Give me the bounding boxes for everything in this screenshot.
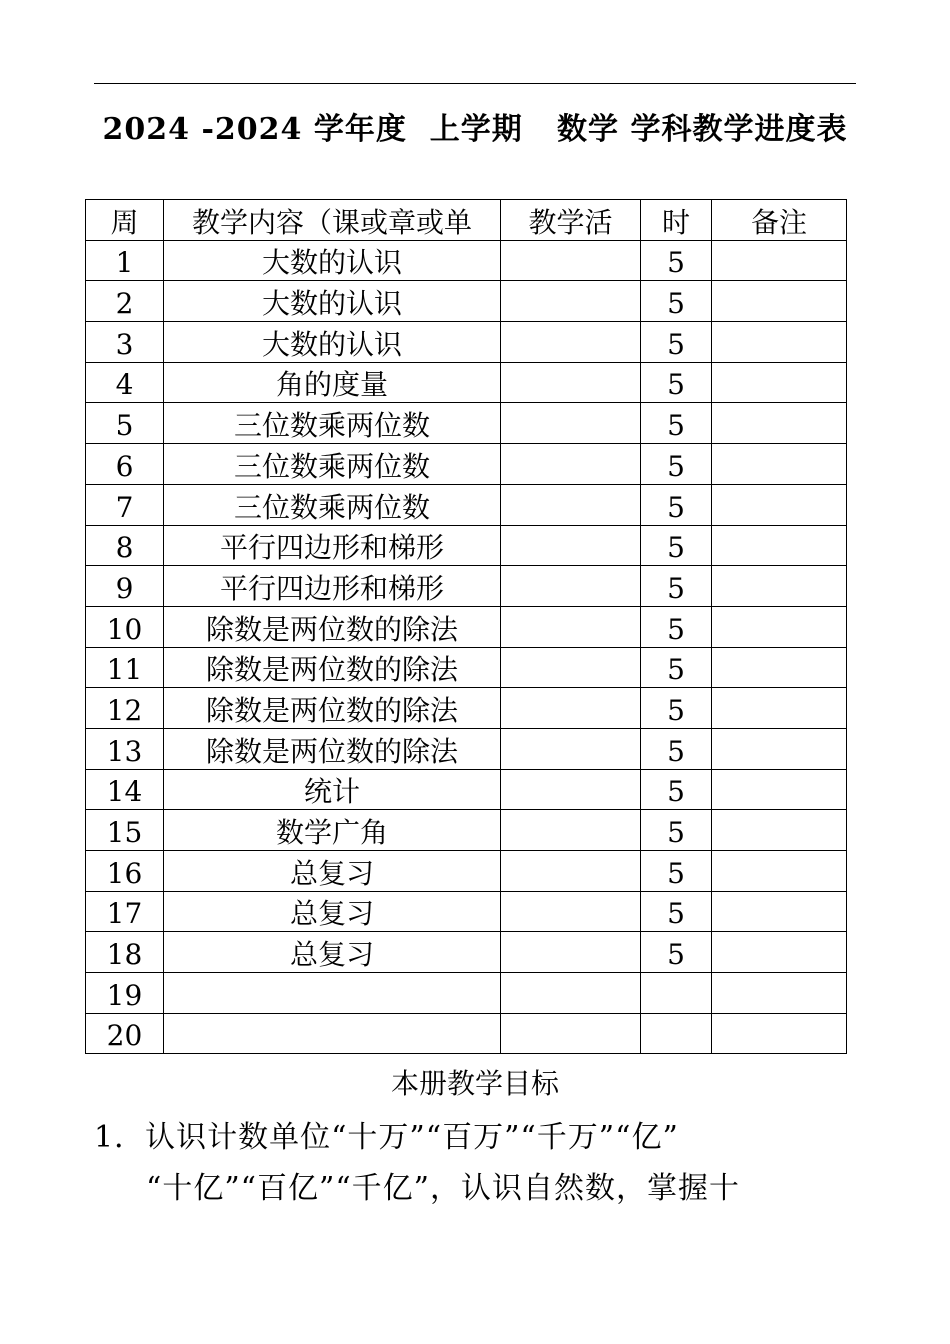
cell-activity (501, 647, 641, 688)
cell-activity (501, 606, 641, 647)
cell-hours: 5 (641, 444, 712, 485)
cell-week: 10 (86, 606, 164, 647)
table-row (86, 891, 847, 932)
cell-notes (712, 322, 847, 363)
cell-hours: 5 (641, 728, 712, 769)
table-row (86, 444, 847, 485)
cell-activity (501, 810, 641, 851)
cell-activity (501, 281, 641, 322)
goals-title: 本册教学目标 (390, 1067, 559, 1100)
cell-activity (501, 444, 641, 485)
cell-notes (712, 484, 847, 525)
cell-week: 14 (86, 769, 164, 810)
cell-week: 9 (86, 566, 164, 607)
cell-hours (641, 1013, 712, 1054)
cell-week: 19 (86, 973, 164, 1014)
cell-content: 大数的认识 (164, 322, 501, 363)
cell-notes (712, 606, 847, 647)
cell-notes (712, 1013, 847, 1054)
cell-activity (501, 769, 641, 810)
table-row (86, 688, 847, 729)
cell-activity (501, 1013, 641, 1054)
cell-week: 20 (86, 1013, 164, 1054)
cell-hours: 5 (641, 403, 712, 444)
cell-hours: 5 (641, 281, 712, 322)
cell-notes (712, 891, 847, 932)
header-hours: 时 (641, 200, 712, 241)
cell-week: 8 (86, 525, 164, 566)
table-row (86, 810, 847, 851)
cell-notes (712, 973, 847, 1014)
cell-activity (501, 362, 641, 403)
goal-line: “十亿”“百亿”“千亿”，认识自然数，掌握十 (146, 1171, 741, 1206)
cell-hours: 5 (641, 688, 712, 729)
header-content: 教学内容（课或章或单 (164, 200, 501, 241)
table-row (86, 281, 847, 322)
cell-notes (712, 566, 847, 607)
cell-activity (501, 728, 641, 769)
cell-activity (501, 973, 641, 1014)
table-row (86, 403, 847, 444)
cell-content: 总复习 (164, 891, 501, 932)
cell-notes (712, 525, 847, 566)
cell-hours: 5 (641, 891, 712, 932)
cell-notes (712, 728, 847, 769)
cell-content: 除数是两位数的除法 (164, 647, 501, 688)
goal-line: 1．认识计数单位“十万”“百万”“千万”“亿” (94, 1120, 679, 1155)
cell-notes (712, 851, 847, 892)
cell-hours: 5 (641, 240, 712, 281)
table-row (86, 851, 847, 892)
cell-notes (712, 647, 847, 688)
cell-content: 三位数乘两位数 (164, 444, 501, 485)
table-row (86, 240, 847, 281)
cell-content: 大数的认识 (164, 281, 501, 322)
cell-hours: 5 (641, 851, 712, 892)
cell-activity (501, 322, 641, 363)
cell-notes (712, 281, 847, 322)
cell-week: 2 (86, 281, 164, 322)
cell-hours: 5 (641, 769, 712, 810)
table-row (86, 647, 847, 688)
cell-notes (712, 362, 847, 403)
table-row (86, 525, 847, 566)
cell-week: 1 (86, 240, 164, 281)
cell-hours (641, 973, 712, 1014)
cell-week: 4 (86, 362, 164, 403)
cell-notes (712, 769, 847, 810)
cell-content: 三位数乘两位数 (164, 403, 501, 444)
cell-content: 数学广角 (164, 810, 501, 851)
table-row (86, 566, 847, 607)
cell-activity (501, 525, 641, 566)
cell-hours: 5 (641, 606, 712, 647)
cell-week: 17 (86, 891, 164, 932)
cell-content: 角的度量 (164, 362, 501, 403)
cell-content: 平行四边形和梯形 (164, 566, 501, 607)
cell-week: 16 (86, 851, 164, 892)
cell-hours: 5 (641, 362, 712, 403)
cell-hours: 5 (641, 810, 712, 851)
cell-content (164, 973, 501, 1014)
header-week: 周 (86, 200, 164, 241)
cell-content (164, 1013, 501, 1054)
table-row (86, 769, 847, 810)
cell-content: 三位数乘两位数 (164, 484, 501, 525)
header-notes: 备注 (712, 200, 847, 241)
cell-week: 13 (86, 728, 164, 769)
cell-hours: 5 (641, 647, 712, 688)
table-row (86, 606, 847, 647)
cell-hours: 5 (641, 322, 712, 363)
cell-notes (712, 444, 847, 485)
table-body (86, 240, 847, 1054)
table-header-row (86, 200, 847, 241)
cell-week: 5 (86, 403, 164, 444)
cell-week: 6 (86, 444, 164, 485)
cell-activity (501, 240, 641, 281)
cell-activity (501, 932, 641, 973)
cell-notes (712, 688, 847, 729)
schedule-table (85, 199, 847, 1054)
cell-week: 18 (86, 932, 164, 973)
cell-hours: 5 (641, 525, 712, 566)
cell-notes (712, 403, 847, 444)
cell-content: 总复习 (164, 932, 501, 973)
cell-activity (501, 688, 641, 729)
cell-content: 除数是两位数的除法 (164, 728, 501, 769)
cell-notes (712, 810, 847, 851)
cell-content: 除数是两位数的除法 (164, 606, 501, 647)
cell-notes (712, 240, 847, 281)
table-row (86, 1013, 847, 1054)
cell-activity (501, 851, 641, 892)
cell-content: 平行四边形和梯形 (164, 525, 501, 566)
cell-week: 12 (86, 688, 164, 729)
header-activity: 教学活 (501, 200, 641, 241)
table-row (86, 973, 847, 1014)
table-row (86, 362, 847, 403)
top-rule (94, 83, 856, 84)
document-title: 2024 -2024 学年度 上学期 数学 学科教学进度表 (102, 112, 848, 147)
cell-content: 统计 (164, 769, 501, 810)
cell-activity (501, 403, 641, 444)
cell-week: 11 (86, 647, 164, 688)
cell-hours: 5 (641, 932, 712, 973)
cell-week: 15 (86, 810, 164, 851)
table-row (86, 484, 847, 525)
cell-activity (501, 891, 641, 932)
cell-content: 大数的认识 (164, 240, 501, 281)
cell-activity (501, 566, 641, 607)
cell-content: 总复习 (164, 851, 501, 892)
table-row (86, 932, 847, 973)
cell-content: 除数是两位数的除法 (164, 688, 501, 729)
table-row (86, 322, 847, 363)
cell-notes (712, 932, 847, 973)
cell-hours: 5 (641, 484, 712, 525)
cell-week: 3 (86, 322, 164, 363)
cell-week: 7 (86, 484, 164, 525)
table-row (86, 728, 847, 769)
cell-hours: 5 (641, 566, 712, 607)
cell-activity (501, 484, 641, 525)
